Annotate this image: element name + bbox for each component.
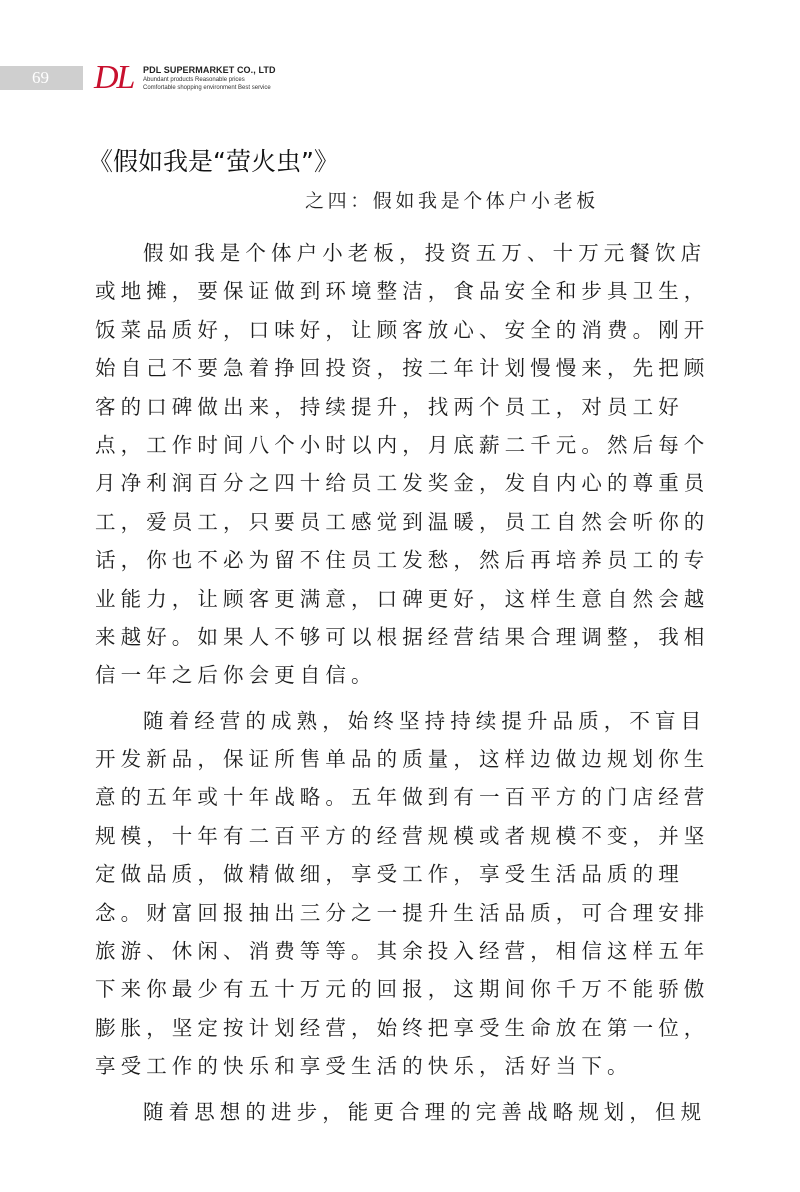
text-line: 意的五年或十年战略。五年做到有一百平方的门店经营 [95, 785, 710, 810]
paragraph [95, 234, 715, 695]
text-line: 客的口碑做出来，持续提升，找两个员工，对员工好 [95, 394, 684, 419]
text-line: 随着思想的进步，能更合理的完善战略规划，但规 [143, 1099, 707, 1124]
text-line: 月净利润百分之四十给员工发奖金，发自内心的尊重员 [95, 471, 710, 496]
paragraph [95, 1093, 715, 1131]
text-line: 假如我是个体户小老板，投资五万、十万元餐饮店 [143, 241, 707, 265]
company-name: PDL SUPERMARKET CO., LTD [143, 65, 276, 75]
text-line: 或地摊，要保证做到环境整洁，食品安全和步具卫生， [95, 279, 710, 304]
text-line: 旅游、休闲、消费等等。其余投入经营，相信这样五年 [95, 939, 710, 964]
text-line: 念。财富回报抽出三分之一提升生活品质，可合理安排 [95, 900, 710, 925]
text-line: 来越好。如果人不够可以根据经营结果合理调整，我相 [95, 624, 710, 649]
text-line: 享受工作的快乐和享受生活的快乐，活好当下。 [95, 1054, 633, 1079]
text-line: 饭菜品质好，口味好，让顾客放心、安全的消费。刚开 [95, 317, 710, 342]
text-line: 信一年之后你会更自信。 [95, 663, 377, 688]
text-line: 工，爱员工，只要员工感觉到温暖，员工自然会听你的 [95, 509, 710, 534]
text-line: 话，你也不必为留不住员工发愁，然后再培养员工的专 [95, 548, 710, 573]
paragraph [95, 702, 715, 1086]
text-line: 开发新品，保证所售单品的质量，这样边做边规划你生 [95, 747, 710, 772]
article-body [95, 234, 715, 1138]
article-title: 《假如我是“萤火虫”》 [88, 147, 339, 176]
page-number: 69 [32, 68, 49, 87]
company-logo: DL [94, 59, 134, 96]
text-line: 下来你最少有五十万元的回报，这期间你千万不能骄傲 [95, 977, 710, 1002]
text-line: 随着经营的成熟，始终坚持持续提升品质，不盲目 [143, 708, 707, 733]
text-line: 点，工作时间八个小时以内，月底薪二千元。然后每个 [95, 432, 710, 457]
text-line: 业能力，让顾客更满意，口碑更好，这样生意自然会越 [95, 586, 710, 611]
article-subtitle: 之四：假如我是个体户小老板 [305, 190, 599, 212]
text-line: 规模，十年有二百平方的经营规模或者规模不变，并坚 [95, 823, 710, 848]
company-header [143, 65, 276, 92]
text-line: 始自己不要急着挣回投资，按二年计划慢慢来，先把顾 [95, 356, 710, 381]
company-slogan-line-1: Abundant products Reasonable prices [143, 77, 245, 83]
text-line: 膨胀，坚定按计划经营，始终把享受生命放在第一位， [95, 1015, 710, 1040]
text-line: 定做品质，做精做细，享受工作，享受生活品质的理 [95, 862, 684, 887]
company-slogan-line-2: Comfortable shopping environment Best service [143, 85, 271, 91]
